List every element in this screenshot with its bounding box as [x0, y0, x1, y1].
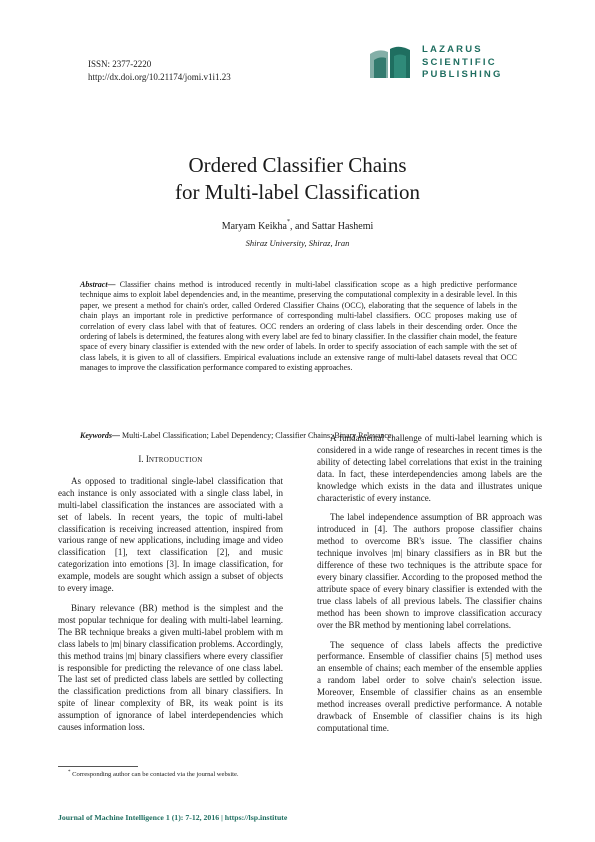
- section-title-rest: NTRODUCTION: [148, 456, 203, 464]
- publisher-logo-icon: [368, 44, 412, 82]
- abstract: [80, 280, 517, 374]
- publisher-name: [422, 44, 503, 82]
- publisher-line-2: SCIENTIFIC: [422, 56, 497, 68]
- publisher-line-3: PUBLISHING: [422, 69, 503, 80]
- author-1: Maryam Keikha: [221, 221, 287, 232]
- page-footer: Journal of Machine Intelligence 1 (1): 7-12, 2016 | https://lsp.institute: [58, 813, 288, 822]
- paper-title: [0, 152, 595, 206]
- title-line-2: for Multi-label Classification: [175, 180, 420, 204]
- journal-identifiers: [88, 58, 231, 83]
- corresponding-mark: *: [286, 219, 290, 225]
- section-number: I.: [138, 454, 144, 464]
- doi-link[interactable]: http://dx.doi.org/10.21174/jomi.v1i1.23: [88, 71, 231, 82]
- paragraph-5: The sequence of class labels affects the predictive performance. Ensemble of classifier chains [5] method uses an ensemble of chains; each member of the ensemble applies a random label order to solve chain's selection issue. Moreover, Ensemble of classifier chains as an ensemble method increases overall predictive performance. A notable drawback of Ensemble of classifier chains is its high computational time.: [317, 639, 542, 733]
- issn: ISSN: 2377-2220: [88, 59, 152, 69]
- paragraph-4: The label independence assumption of BR approach was introduced in [4]. The authors propose classifier chains method to overcome BR's issue. The classifier chains technique involves |m| binary classifiers as in BR but the difference of these two techniques is the attribute space for every binary classifier. According to the proposed method the attribute space of every binary classifier is extended with the true class labels of all previous labels. The classifier chains method has been shown to improve classification accuracy over the BR method by mentioning label correlations.: [317, 512, 542, 630]
- left-column: [58, 454, 283, 742]
- footnote-mark: *: [68, 770, 71, 775]
- title-line-1: Ordered Classifier Chains: [188, 153, 407, 177]
- keywords-label: Keywords—: [80, 431, 120, 440]
- footnote-divider: [58, 766, 138, 767]
- paragraph-2: Binary relevance (BR) method is the simplest and the most popular technique for dealing with multi-label learning. The BR technique breaks a given multi-label problem with m class labels to |m| binary classification problems. Accordingly, this method trains |m| binary classifiers where every classifier is responsible for predicting the relevance of one class label. The last set of predicted class labels are settled by collecting the classification predictions from all binary classifiers. In spite of linear complexity of BR, its weak point is its assumption of ignorance of label interdependencies which causes information loss.: [58, 602, 283, 733]
- abstract-label: Abstract—: [80, 280, 116, 289]
- publisher-line-1: LAZARUS: [422, 44, 483, 55]
- affiliation: Shiraz University, Shiraz, Iran: [245, 238, 350, 248]
- section-heading: [58, 454, 283, 467]
- abstract-text: Classifier chains method is introduced recently in multi-label classification scope as a high predictive performance technique aims to exploit label dependencies and, in the meantime, preserving the computational complexity in a desirable level. In this paper, we present a method for chain's order, called Ordered Classifier Chains (OCC), elaborating that the sequence of labels in the chain plays an important role in predictive performance of corresponding multi-label classifiers. OCC proposes making use of correlation of every class label with that of features. OCC renders an ordering of class labels in their descending order. Once the ordering of labels is determined, the features along with every label are fed to binary classifier. In the classifier chain model, the feature space of every binary classifier is extended with the new order of labels. In order to specify association of each sample with the set of class labels, it is given to all of classifiers. Empirical evaluations include an extensive range of multi-label datasets reveal that OCC manages to improve the classification performance compared to existing approaches.: [80, 280, 517, 373]
- other-authors: , and Sattar Hashemi: [289, 221, 374, 232]
- keywords-text: Multi-Label Classification; Label Dependency; Classifier Chains; Binary Relevance.: [120, 431, 394, 440]
- section-title-initial: I: [145, 454, 149, 464]
- paragraph-3: A fundamental challenge of multi-label learning which is considered in a wide range of researches in recent times is the ability of detecting label correlations that exist in the training data. In fact, these interdependencies among labels are the knowledge which exists in the data and illustrates unique characteristic of every instance.: [317, 433, 542, 503]
- footnote-text: Corresponding author can be contacted via the journal website.: [70, 771, 239, 779]
- author-list: [0, 221, 595, 232]
- paragraph-1: As opposed to traditional single-label classification that each instance is only associated with a single class label, in multi-label classification the instances are associated with a set of labels. In recent years, the topic of multi-label classification is receiving increased attention, inspired from various range of new applications, including image and video classification [1], text classification [2], and music categorization into emotions [3]. In image classification, for example, models are sought which assign a subset of objects to every image.: [58, 475, 283, 594]
- right-column: [317, 433, 542, 743]
- footnote: [58, 770, 298, 778]
